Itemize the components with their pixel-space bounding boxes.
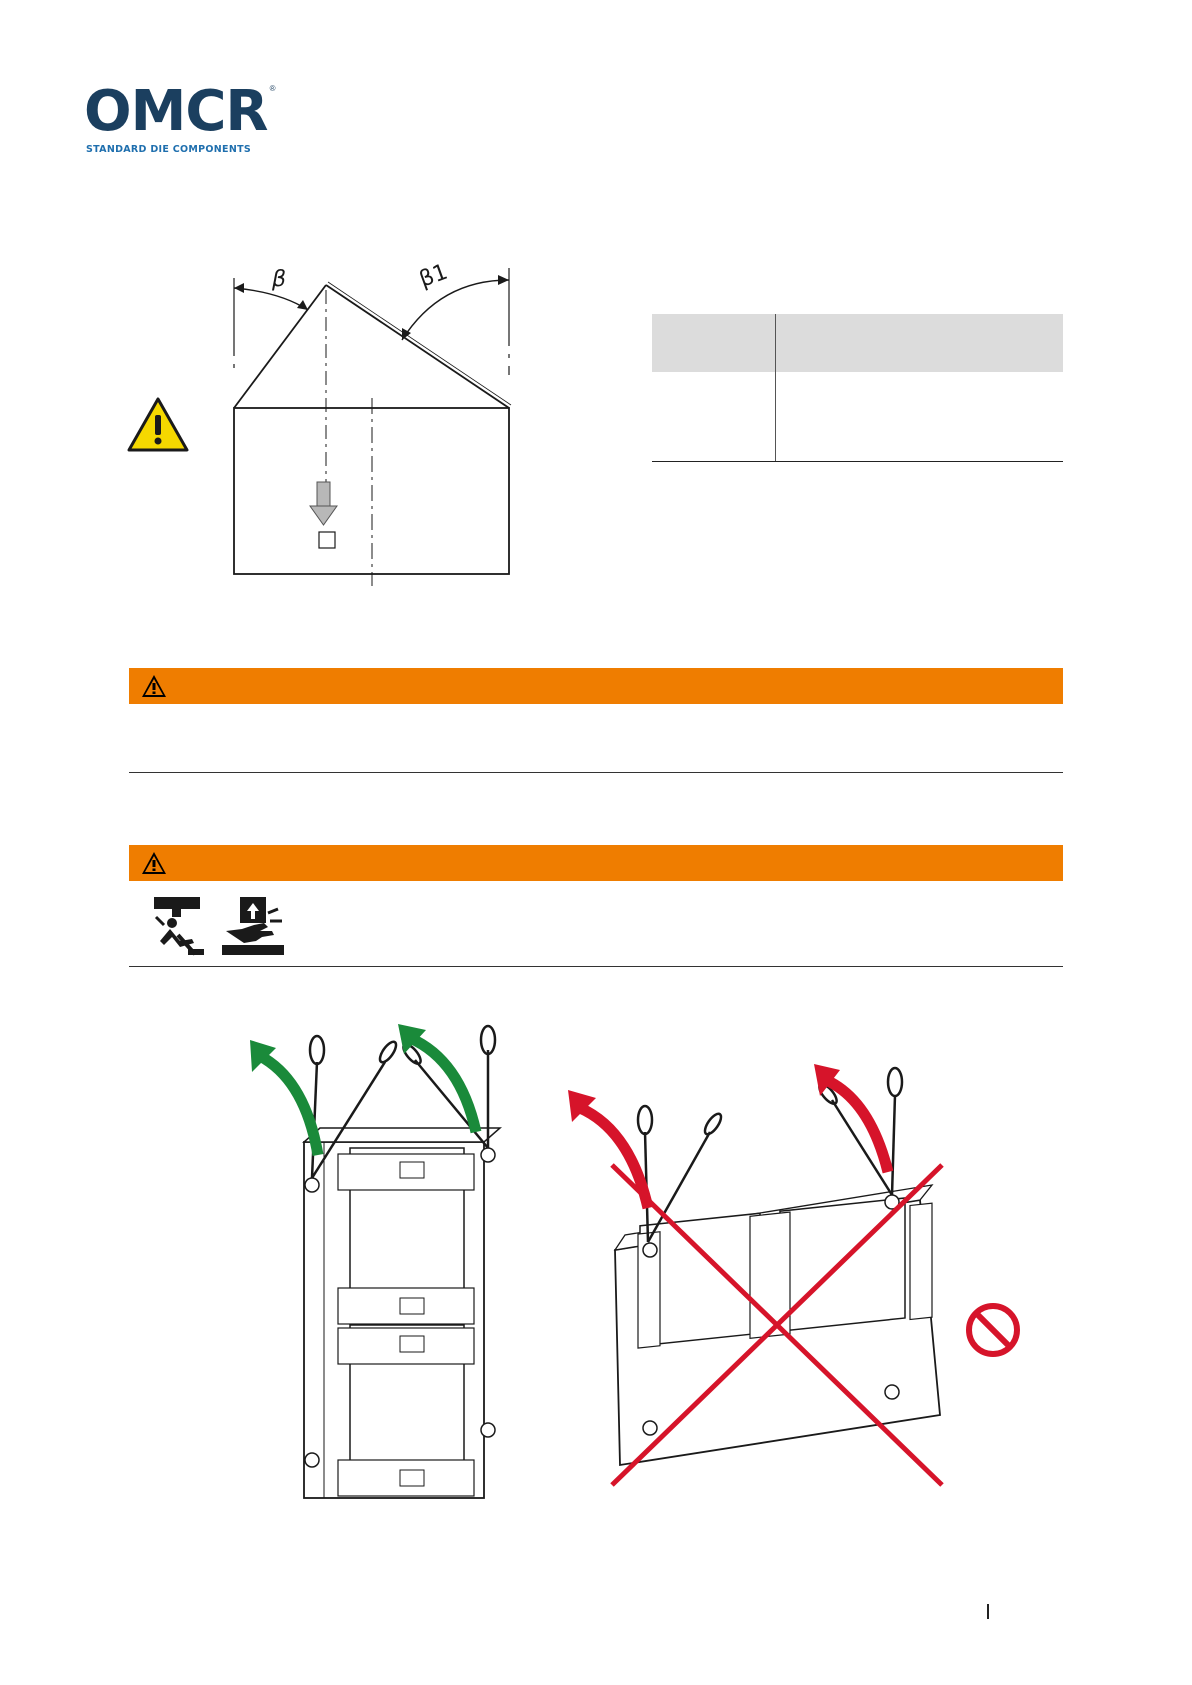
- centre-of-gravity-marker: [319, 532, 335, 548]
- incorrect-lifting-example: [568, 1064, 942, 1485]
- correct-direction-arrow: [410, 1038, 476, 1132]
- table-cell: [776, 373, 1064, 462]
- sling-angle-diagram: [200, 250, 540, 590]
- warning-triangle-icon: [141, 851, 167, 875]
- sling-left: [234, 285, 326, 408]
- logo-text: OMCR: [84, 79, 268, 144]
- logo-tagline: STANDARD DIE COMPONENTS: [86, 144, 252, 155]
- warning-bar: [129, 668, 1063, 704]
- prohibited-icon: [969, 1306, 1017, 1354]
- table-cell: [652, 373, 776, 462]
- crush-hazard-icon: [220, 895, 286, 957]
- lifting-illustration: [220, 1020, 1070, 1515]
- table-header-cell: [652, 314, 776, 373]
- sling-right: [326, 285, 509, 408]
- spec-table: [652, 314, 1063, 462]
- correct-lifting-example: [250, 1024, 500, 1498]
- table-header-cell: [776, 314, 1064, 373]
- warning-triangle-icon: [141, 674, 167, 698]
- divider: [129, 966, 1063, 967]
- page-number-separator: [987, 1604, 989, 1619]
- warning-bar: [129, 845, 1063, 881]
- centre-of-gravity-arrow: [310, 506, 337, 525]
- omcr-logo: OMCR ® STANDARD DIE COMPONENTS: [84, 79, 276, 155]
- angle-beta1-label: β1: [416, 259, 452, 293]
- angle-beta-label: β: [272, 267, 287, 292]
- falling-load-icon: [150, 895, 206, 957]
- warning-triangle-icon: [126, 396, 190, 453]
- divider: [129, 772, 1063, 773]
- table-row: [652, 373, 1063, 462]
